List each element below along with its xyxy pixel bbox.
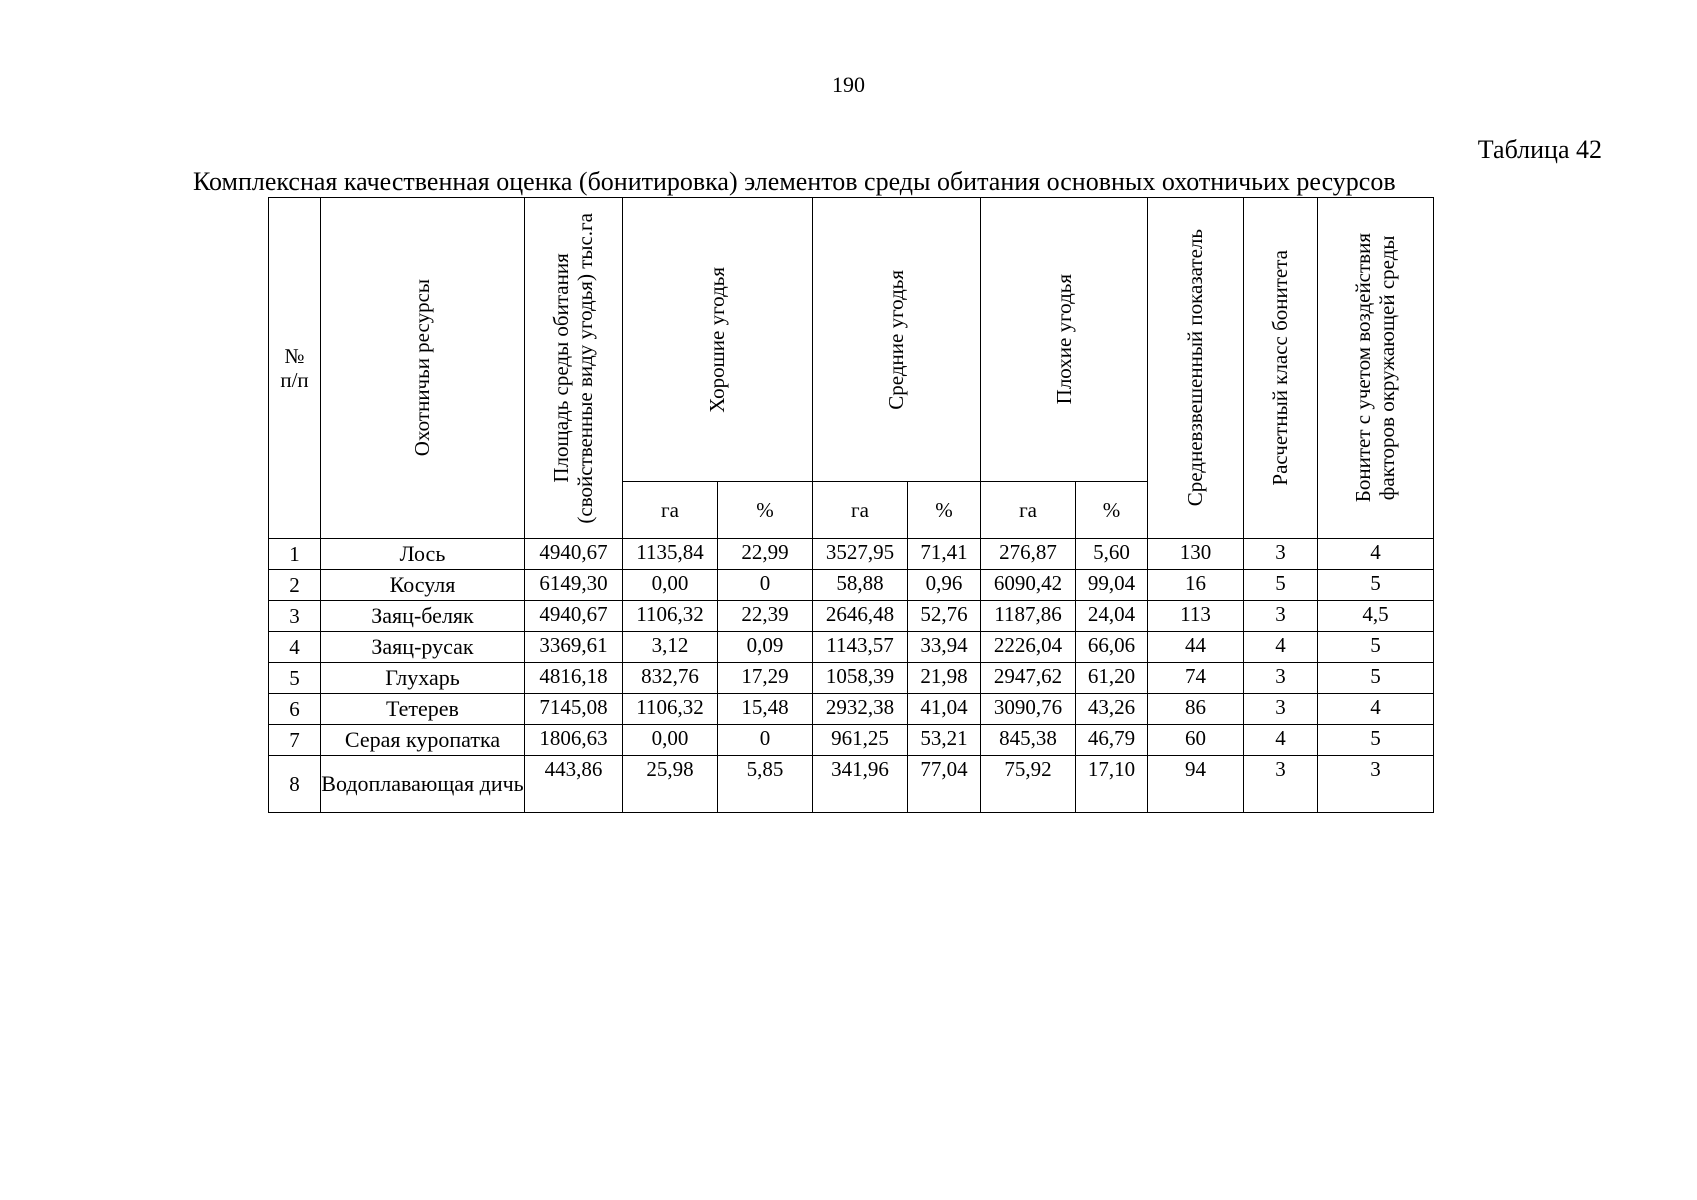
cell-weighted: 74	[1148, 663, 1244, 694]
cell-area: 443,86	[525, 756, 623, 813]
page-number: 190	[832, 72, 865, 97]
cell-bad-ha: 1187,86	[981, 601, 1076, 632]
header-good	[623, 198, 813, 482]
cell-bad-pct: 24,04	[1076, 601, 1148, 632]
header-weighted-label: Средневзвешенный показатель	[1183, 229, 1208, 507]
cell-good-pct: 22,39	[718, 601, 813, 632]
cell-good-ha: 1106,32	[623, 694, 718, 725]
header-medium-ha: га	[813, 482, 908, 539]
cell-resource: Глухарь	[321, 663, 525, 694]
cell-good-ha: 1135,84	[623, 539, 718, 570]
cell-adjusted: 5	[1318, 570, 1434, 601]
cell-bad-ha: 75,92	[981, 756, 1076, 813]
cell-medium-pct: 41,04	[908, 694, 981, 725]
cell-medium-pct: 77,04	[908, 756, 981, 813]
cell-area: 4816,18	[525, 663, 623, 694]
header-medium	[813, 198, 981, 482]
cell-bad-pct: 61,20	[1076, 663, 1148, 694]
cell-calc-class: 4	[1244, 632, 1318, 663]
cell-resource: Водоплавающая дичь	[321, 756, 525, 813]
cell-medium-ha: 961,25	[813, 725, 908, 756]
cell-area: 3369,61	[525, 632, 623, 663]
table-label: Таблица 42	[1477, 135, 1602, 164]
header-row-main	[269, 198, 1434, 482]
header-bad	[981, 198, 1148, 482]
table-row	[269, 756, 1434, 813]
cell-good-pct: 15,48	[718, 694, 813, 725]
header-num-line2: п/п	[280, 368, 309, 392]
header-num-line1: №	[284, 343, 305, 368]
cell-weighted: 94	[1148, 756, 1244, 813]
header-adjusted	[1318, 198, 1434, 539]
header-resources-label: Охотничьи ресурсы	[410, 279, 435, 457]
cell-calc-class: 3	[1244, 663, 1318, 694]
cell-medium-pct: 21,98	[908, 663, 981, 694]
cell-good-pct: 0	[718, 725, 813, 756]
cell-bad-ha: 845,38	[981, 725, 1076, 756]
cell-num: 4	[269, 632, 321, 663]
cell-weighted: 44	[1148, 632, 1244, 663]
cell-good-ha: 1106,32	[623, 601, 718, 632]
cell-medium-ha: 341,96	[813, 756, 908, 813]
header-good-pct: %	[718, 482, 813, 539]
cell-calc-class: 3	[1244, 539, 1318, 570]
cell-medium-ha: 58,88	[813, 570, 908, 601]
cell-medium-pct: 33,94	[908, 632, 981, 663]
cell-medium-ha: 2932,38	[813, 694, 908, 725]
header-medium-label: Средние угодья	[884, 269, 909, 410]
table-row	[269, 570, 1434, 601]
header-adjusted-line2: факторов окружающей среды	[1375, 235, 1400, 501]
cell-medium-ha: 2646,48	[813, 601, 908, 632]
cell-resource: Серая куропатка	[321, 725, 525, 756]
cell-calc-class: 3	[1244, 601, 1318, 632]
table-row	[269, 725, 1434, 756]
cell-num: 2	[269, 570, 321, 601]
cell-bad-pct: 5,60	[1076, 539, 1148, 570]
cell-bad-pct: 46,79	[1076, 725, 1148, 756]
cell-adjusted: 5	[1318, 663, 1434, 694]
cell-calc-class: 3	[1244, 694, 1318, 725]
cell-good-ha: 3,12	[623, 632, 718, 663]
cell-good-ha: 25,98	[623, 756, 718, 813]
cell-area: 4940,67	[525, 539, 623, 570]
cell-bad-ha: 2947,62	[981, 663, 1076, 694]
cell-resource: Лось	[321, 539, 525, 570]
cell-num: 5	[269, 663, 321, 694]
header-calc-class-label: Расчетный класс бонитета	[1268, 250, 1293, 486]
cell-calc-class: 3	[1244, 756, 1318, 813]
cell-area: 4940,67	[525, 601, 623, 632]
bonitet-table	[268, 197, 1434, 813]
cell-bad-pct: 43,26	[1076, 694, 1148, 725]
cell-medium-ha: 1058,39	[813, 663, 908, 694]
cell-num: 3	[269, 601, 321, 632]
cell-resource: Заяц-русак	[321, 632, 525, 663]
cell-medium-pct: 0,96	[908, 570, 981, 601]
header-area-label	[549, 213, 597, 524]
cell-bad-ha: 2226,04	[981, 632, 1076, 663]
cell-medium-ha: 3527,95	[813, 539, 908, 570]
cell-good-pct: 17,29	[718, 663, 813, 694]
cell-good-pct: 22,99	[718, 539, 813, 570]
cell-area: 1806,63	[525, 725, 623, 756]
cell-weighted: 16	[1148, 570, 1244, 601]
table-caption: Комплексная качественная оценка (бонитировка) элементов среды обитания основных охотничьих ресурсов	[193, 167, 1396, 196]
header-area-line2: (свойственные виду угодья) тыс.га	[573, 212, 598, 524]
cell-weighted: 60	[1148, 725, 1244, 756]
cell-calc-class: 5	[1244, 570, 1318, 601]
cell-good-ha: 0,00	[623, 725, 718, 756]
header-weighted	[1148, 198, 1244, 539]
cell-good-pct: 5,85	[718, 756, 813, 813]
table-row	[269, 632, 1434, 663]
cell-good-pct: 0,09	[718, 632, 813, 663]
table-row	[269, 663, 1434, 694]
header-area-line1: Площадь среды обитания	[549, 253, 574, 483]
cell-resource: Тетерев	[321, 694, 525, 725]
cell-medium-ha: 1143,57	[813, 632, 908, 663]
cell-adjusted: 5	[1318, 632, 1434, 663]
cell-bad-pct: 99,04	[1076, 570, 1148, 601]
header-good-label: Хорошие угодья	[705, 266, 730, 413]
cell-medium-pct: 53,21	[908, 725, 981, 756]
header-medium-pct: %	[908, 482, 981, 539]
cell-bad-ha: 6090,42	[981, 570, 1076, 601]
header-area	[525, 198, 623, 539]
header-adjusted-label	[1351, 233, 1399, 502]
cell-adjusted: 4,5	[1318, 601, 1434, 632]
cell-resource: Косуля	[321, 570, 525, 601]
table-row	[269, 694, 1434, 725]
cell-weighted: 86	[1148, 694, 1244, 725]
cell-bad-pct: 17,10	[1076, 756, 1148, 813]
cell-adjusted: 3	[1318, 756, 1434, 813]
cell-adjusted: 4	[1318, 539, 1434, 570]
header-calc-class	[1244, 198, 1318, 539]
cell-adjusted: 5	[1318, 725, 1434, 756]
cell-num: 7	[269, 725, 321, 756]
cell-good-pct: 0	[718, 570, 813, 601]
cell-weighted: 113	[1148, 601, 1244, 632]
cell-medium-pct: 52,76	[908, 601, 981, 632]
cell-area: 6149,30	[525, 570, 623, 601]
cell-bad-ha: 276,87	[981, 539, 1076, 570]
cell-good-ha: 832,76	[623, 663, 718, 694]
cell-resource: Заяц-беляк	[321, 601, 525, 632]
cell-area: 7145,08	[525, 694, 623, 725]
header-good-ha: га	[623, 482, 718, 539]
cell-weighted: 130	[1148, 539, 1244, 570]
header-bad-label: Плохие угодья	[1051, 274, 1076, 405]
cell-medium-pct: 71,41	[908, 539, 981, 570]
cell-good-ha: 0,00	[623, 570, 718, 601]
header-bad-pct: %	[1076, 482, 1148, 539]
cell-num: 6	[269, 694, 321, 725]
cell-bad-ha: 3090,76	[981, 694, 1076, 725]
cell-calc-class: 4	[1244, 725, 1318, 756]
header-num	[269, 198, 321, 539]
cell-bad-pct: 66,06	[1076, 632, 1148, 663]
cell-num: 8	[269, 756, 321, 813]
table-row	[269, 601, 1434, 632]
cell-adjusted: 4	[1318, 694, 1434, 725]
header-adjusted-line1: Бонитет с учетом воздействия	[1351, 233, 1376, 503]
cell-num: 1	[269, 539, 321, 570]
header-resources	[321, 198, 525, 539]
table-row	[269, 539, 1434, 570]
header-bad-ha: га	[981, 482, 1076, 539]
